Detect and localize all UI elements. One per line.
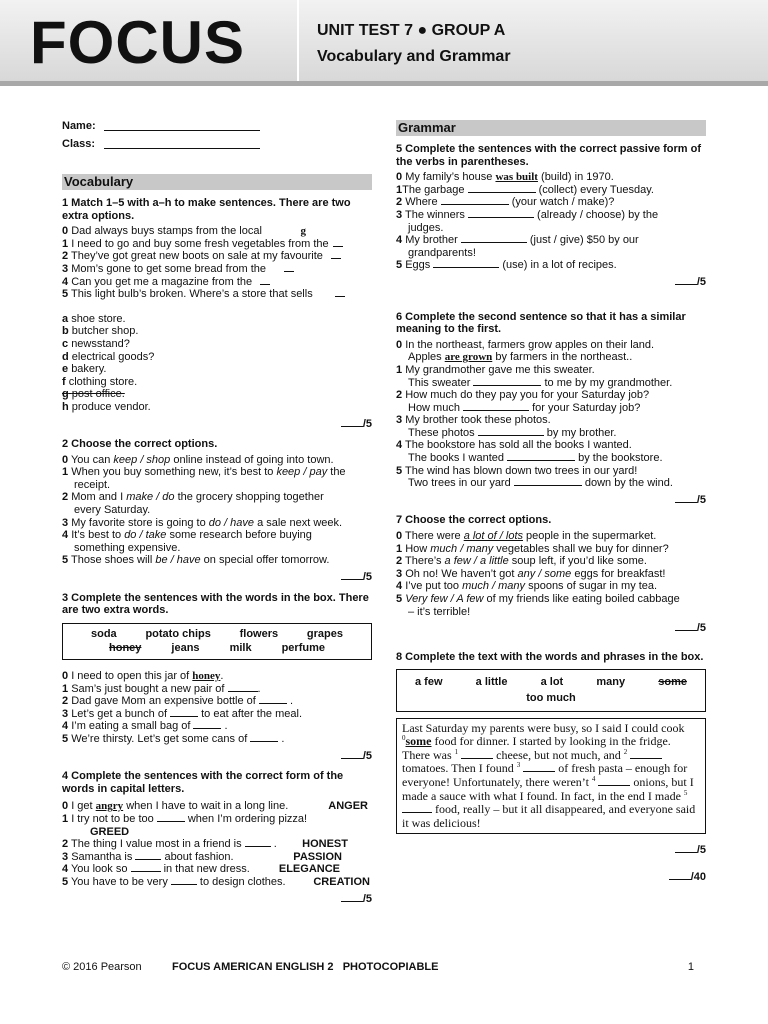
list-item[interactable]: 4 I’ve put too much / many spoons of sugar in my tea.	[396, 580, 658, 593]
word: soda	[91, 627, 117, 640]
list-item-cont: judges.	[408, 221, 444, 234]
list-item[interactable]: 2 They’ve got great new boots on sale at my favourite	[62, 250, 372, 263]
class-line[interactable]	[104, 138, 260, 149]
list-item[interactable]: 4 Can you get me a magazine from the	[62, 276, 372, 289]
list-item[interactable]: 5 This light bulb’s broken. Where’s a store that sells	[62, 288, 372, 301]
list-item[interactable]: 0 I get angry when I have to wait in a long line. ANGER	[62, 800, 368, 813]
list-item[interactable]: 4 My brother (just / give) $50 by our	[396, 234, 639, 247]
name-line[interactable]	[104, 120, 260, 131]
list-item-cont: receipt.	[74, 478, 111, 491]
list-item[interactable]: 1 How much / many vegetables shall we buy for dinner?	[396, 542, 669, 555]
list-item[interactable]: b butcher shop.	[62, 325, 139, 338]
unit-subtitle: Vocabulary and Grammar	[317, 48, 511, 65]
list-item[interactable]: 1 Sam’s just bought a new pair of .	[62, 682, 261, 695]
list-item-cont[interactable]: The books I wanted by the bookstore.	[408, 452, 663, 465]
list-item[interactable]: 4 The bookstore has sold all the books I wanted.	[396, 439, 632, 452]
word: a lot	[540, 676, 564, 689]
task-4-title: 4 Complete the sentences with the correct form of the words in capital letters.	[62, 770, 344, 795]
list-item[interactable]: 4 I’m eating a small bag of .	[62, 720, 228, 733]
page-number: 1	[687, 961, 694, 973]
answer-mark: g	[300, 225, 306, 238]
word: perfume	[281, 642, 325, 655]
class-field[interactable]	[62, 138, 372, 156]
capital-word: HONEST	[302, 838, 348, 851]
list-item[interactable]: e bakery.	[62, 363, 107, 376]
task-2-score: /5	[62, 571, 372, 584]
list-item[interactable]: a shoe store.	[62, 312, 126, 325]
page-header	[0, 0, 768, 86]
list-item-cont: – it’s terrible!	[408, 605, 471, 618]
task-7-title: 7 Choose the correct options.	[396, 514, 552, 527]
list-item[interactable]: 3 Let’s get a bunch of to eat after the meal.	[62, 707, 303, 720]
task-7-lines	[396, 530, 706, 618]
name-label: Name:	[62, 120, 96, 132]
task-5-score: /5	[396, 276, 706, 289]
task-6-score: /5	[396, 494, 706, 507]
word: some	[658, 676, 687, 689]
word: flowers	[239, 627, 279, 640]
list-item[interactable]: 0 My family’s house was built (build) in 1970.	[396, 171, 614, 184]
grammar-heading: Grammar	[396, 120, 706, 136]
list-item[interactable]: 2 Dad gave Mom an expensive bottle of .	[62, 695, 294, 708]
list-item[interactable]: 3 Oh no! We haven’t got any / some eggs for breakfast!	[396, 567, 666, 580]
task-7-score: /5	[396, 622, 706, 635]
task-1-lines	[62, 225, 372, 301]
list-item-cont[interactable]: How much for your Saturday job?	[408, 401, 641, 414]
list-item[interactable]: 2 How much do they pay you for your Saturday job?	[396, 389, 650, 402]
task-3-title: 3 Complete the sentences with the words in the box. There are two extra words.	[62, 591, 369, 617]
list-item[interactable]: 5 Those shoes will be / have on special offer tomorrow.	[62, 554, 330, 567]
list-item-cont[interactable]: Apples are grown by farmers in the northeast..	[408, 351, 633, 364]
name-field[interactable]	[62, 120, 372, 138]
list-item[interactable]: 3 The winners (already / choose) by the	[396, 208, 659, 221]
list-item[interactable]: 1The garbage (collect) every Tuesday.	[396, 183, 654, 196]
task-4-score: /5	[62, 893, 372, 906]
left-column	[62, 120, 372, 905]
task-1-score: /5	[62, 418, 372, 431]
word: potato chips	[145, 627, 211, 640]
list-item[interactable]: f clothing store.	[62, 375, 138, 388]
task-5-title: 5 Complete the sentences with the correct passive form of the verbs in parentheses.	[396, 143, 702, 168]
list-item[interactable]: 2 Where (your watch / make)?	[396, 196, 615, 209]
task-8-score: /5	[396, 844, 706, 857]
class-label: Class:	[62, 138, 96, 150]
capital-word: GREED	[90, 825, 130, 838]
list-item[interactable]: 3 My brother took these photos.	[396, 414, 551, 427]
task-1-title: 1 Match 1–5 with a–h to make sentences. There are two extra options.	[62, 197, 351, 222]
list-item[interactable]: 0 In the northeast, farmers grow apples on their land.	[396, 338, 655, 351]
task-1-options	[62, 313, 372, 414]
list-item[interactable]: g post office.	[62, 388, 125, 401]
task-6-title: 6 Complete the second sentence so that it has a similar meaning to the first.	[396, 310, 686, 336]
unit-title: UNIT TEST 7 ● GROUP A	[317, 22, 506, 39]
list-item[interactable]: 3 Samantha is about fashion. PASSION	[62, 850, 342, 863]
footer-title: FOCUS AMERICAN ENGLISH 2 PHOTOCOPIABLE	[172, 961, 439, 973]
list-item[interactable]: 1 I need to go and buy some fresh vegetables from the	[62, 238, 372, 251]
list-item[interactable]: 0 You can keep / shop online instead of going into town.	[62, 453, 334, 466]
list-item-cont[interactable]: These photos by my brother.	[408, 426, 617, 439]
list-item[interactable]: h produce vendor.	[62, 400, 151, 413]
word-box	[62, 623, 372, 660]
list-item[interactable]: 3 Mom’s gone to get some bread from the	[62, 263, 372, 276]
list-item-cont: grandparents!	[408, 246, 476, 259]
list-item[interactable]: 5 The wind has blown down two trees in our yard!	[396, 464, 638, 477]
word: milk	[229, 642, 252, 655]
list-item[interactable]: 0 There were a lot of / lots people in the supermarket.	[396, 530, 657, 543]
list-item[interactable]: 3 My favorite store is going to do / have a sale next week.	[62, 516, 343, 529]
task-5-lines	[396, 171, 706, 272]
list-item[interactable]: 5 Eggs (use) in a lot of recipes.	[396, 259, 617, 272]
copyright: © 2016 Pearson	[62, 961, 142, 973]
list-item[interactable]: 5 We’re thirsty. Let’s get some cans of .	[62, 732, 285, 745]
task-2-title: 2 Choose the correct options.	[62, 438, 218, 451]
list-item[interactable]: 2 The thing I value most in a friend is . HONEST	[62, 838, 348, 851]
list-item[interactable]: 2 There’s a few / a little soup left, if you’d like some.	[396, 555, 647, 568]
word: many	[596, 676, 626, 689]
list-item-cont[interactable]: Two trees in our yard down by the wind.	[408, 477, 673, 490]
word: too much	[526, 691, 576, 704]
list-item[interactable]: 4 You look so in that new dress. ELEGANCE	[62, 863, 340, 876]
list-item[interactable]: 2 Mom and I make / do the grocery shopping together	[62, 491, 324, 504]
list-item-cont[interactable]: This sweater to me by my grandmother.	[408, 376, 673, 389]
header-divider	[297, 0, 299, 81]
word: a few	[415, 676, 443, 689]
word: honey	[109, 642, 142, 655]
task-3-score: /5	[62, 750, 372, 763]
capital-word: ANGER	[328, 800, 368, 813]
list-item[interactable]: 1 I try not to be too when I’m ordering pizza!	[62, 812, 308, 825]
word: a little	[475, 676, 508, 689]
focus-logo: FOCUS	[30, 9, 245, 76]
word: jeans	[171, 642, 200, 655]
vocabulary-heading: Vocabulary	[62, 174, 372, 190]
list-item-cont: every Saturday.	[74, 504, 151, 517]
list-item[interactable]: 0 Dad always buys stamps from the local g	[62, 225, 306, 238]
word-box	[396, 669, 706, 711]
capital-word: CREATION	[313, 875, 370, 888]
task-3-lines	[62, 670, 372, 746]
list-item[interactable]: 1 My grandmother gave me this sweater.	[396, 363, 595, 376]
list-item[interactable]: 5 Very few / A few of my friends like eating boiled cabbage	[396, 593, 680, 605]
list-item-cont: something expensive.	[74, 541, 181, 554]
list-item[interactable]: c newsstand?	[62, 337, 130, 350]
gap-fill-text: Last Saturday my parents were busy, so I said I could cook $^0$some food for dinner. I started by looking in the fridge. There was $^1$ cheese, but not much, and $^2$ tomatoes. Then I found $^3$ of fresh pasta – enough for everyone! Unfortunately, there weren’t $^4$ onions, but I made a sauce with what I found. In fact, in the end I made $^5$ food, really – but it all disappeared, and everyone said it was delicious!	[396, 718, 706, 835]
list-item[interactable]: 0 I need to open this jar of honey.	[62, 670, 224, 682]
list-item[interactable]: 4 It’s best to do / take some research before buying	[62, 529, 312, 542]
task-2-lines	[62, 454, 372, 567]
task-4-lines	[62, 800, 372, 888]
capital-word: ELEGANCE	[278, 863, 340, 876]
page-footer	[62, 961, 694, 974]
right-column	[396, 120, 706, 884]
task-8-title: 8 Complete the text with the words and phrases in the box.	[396, 650, 704, 663]
word: grapes	[306, 627, 343, 640]
total-score: /40	[396, 871, 706, 884]
list-item[interactable]: 1 When you buy something new, it’s best to keep / pay the	[62, 466, 346, 479]
list-item[interactable]: 5 You have to be very to design clothes. CREATION	[62, 875, 370, 888]
task-6-lines	[396, 339, 706, 490]
list-item[interactable]: d electrical goods?	[62, 350, 155, 363]
capital-word: PASSION	[293, 850, 342, 863]
